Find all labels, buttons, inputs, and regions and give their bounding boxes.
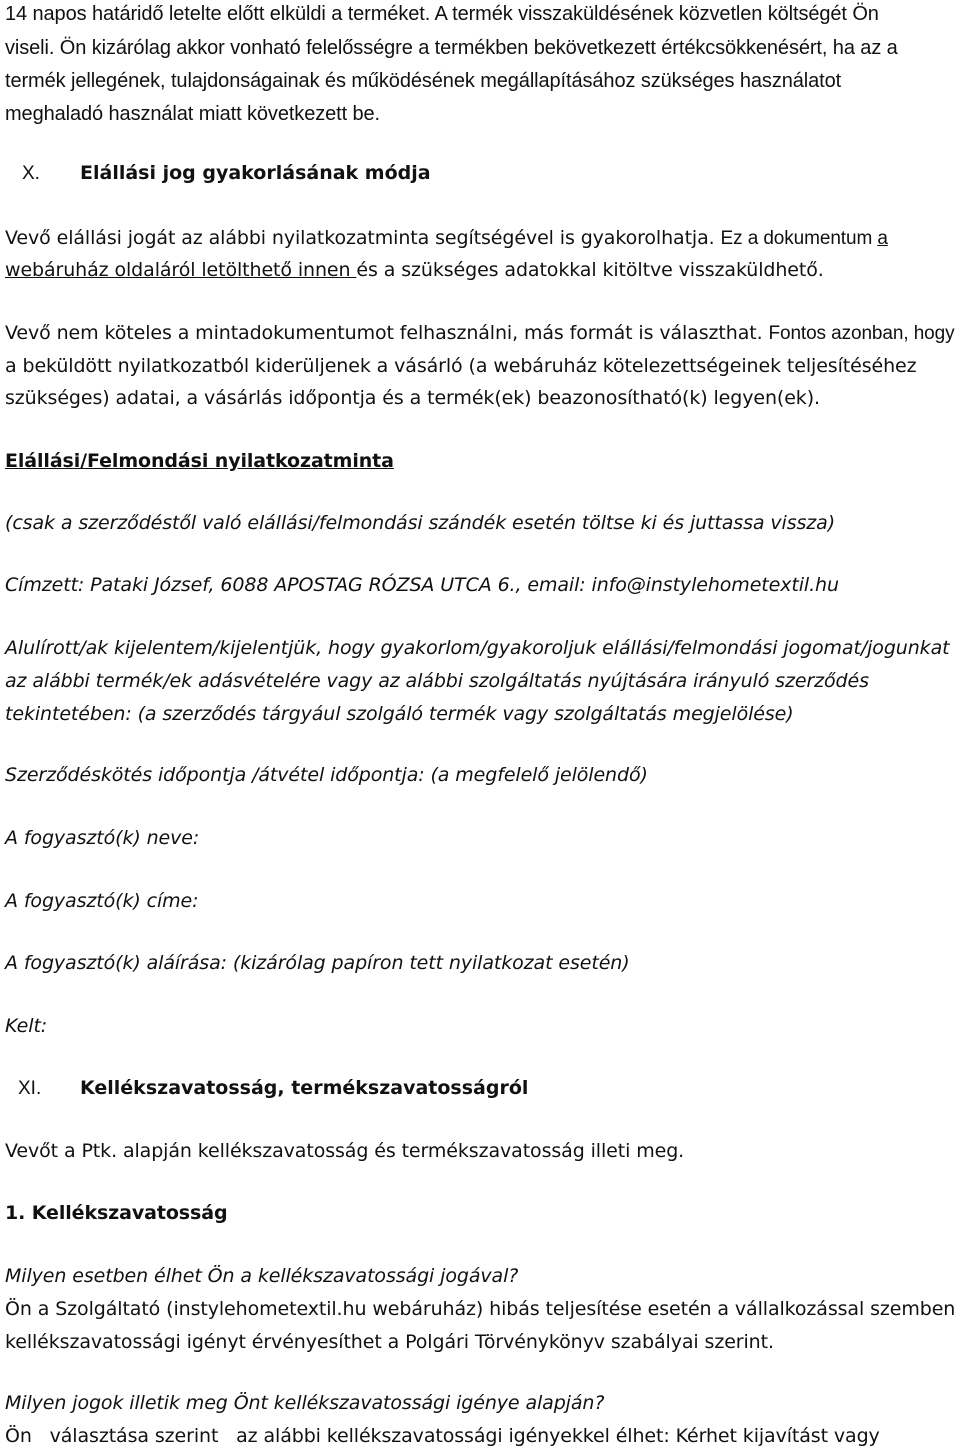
form-date: Kelt: — [5, 1015, 48, 1037]
intro-line-2: viseli. Ön kizárólag akkor vonható felelősségre a termékben bekövetkezett értékcsökkenésért, ha az a — [5, 37, 898, 59]
form-declaration-line-1: Alulírott/ak kijelentem/kijelentjük, hogy gyakorlom/gyakoroljuk elállási/felmondási jogomat/jogunkat — [5, 637, 950, 659]
intro-line-4: meghaladó használat miatt következett be. — [5, 103, 381, 125]
section-x-p2-line-1 — [5, 321, 955, 346]
answer-2-line-1: Ön választása szerint az alábbi kellékszavatossági igényekkel élhet: Kérhet kijavítást vagy — [5, 1425, 880, 1447]
form-consumer-signature: A fogyasztó(k) aláírása: (kizárólag papíron tett nyilatkozat esetén) — [5, 952, 630, 974]
answer-1-line-2: kellékszavatossági igényt érvényesíthet a Polgári Törvénykönyv szabályai szerint. — [5, 1331, 774, 1353]
section-xi-title: Kellékszavatosság, termékszavatosságról — [80, 1077, 529, 1099]
section-x-title: Elállási jog gyakorlásának módja — [80, 162, 431, 184]
form-consumer-name: A fogyasztó(k) neve: — [5, 827, 200, 849]
section-xi-p1: Vevőt a Ptk. alapján kellékszavatosság és termékszavatosság illeti meg. — [5, 1140, 685, 1162]
intro-line-3: termék jellegének, tulajdonságainak és működésének megállapításához szükséges használatot — [5, 70, 842, 92]
section-xi-number: XI. — [18, 1078, 42, 1099]
answer-1-line-1: Ön a Szolgáltató (instylehometextil.hu webáruház) hibás teljesítése esetén a vállalkozással szemben — [5, 1298, 956, 1320]
form-consumer-address: A fogyasztó(k) címe: — [5, 890, 199, 912]
p1-text-end: és a szükséges adatokkal kitöltve visszaküldhető. — [356, 259, 824, 281]
download-link[interactable]: webáruház oldaláról letölthető innen — [5, 259, 357, 281]
intro-line-1: 14 napos határidő letelte előtt elküldi a terméket. A termék visszaküldésének közvetlen költségét Ön — [5, 3, 879, 25]
form-declaration-line-3: tekintetében: (a szerződés tárgyául szolgáló termék vagy szolgáltatás megjelölése) — [5, 703, 794, 725]
question-2: Milyen jogok illetik meg Önt kellékszavatossági igénye alapján? — [5, 1392, 605, 1414]
recipient-email: , email: info@instylehometextil.hu — [515, 574, 839, 596]
p1-text-arial: Ez a dokumentum — [720, 228, 878, 249]
download-link-start[interactable]: a — [877, 228, 888, 249]
subsection-1-title: 1. Kellékszavatosság — [5, 1202, 228, 1224]
section-x-p1-line-2 — [5, 258, 824, 282]
section-x-p1-line-1 — [5, 226, 888, 251]
section-x-number: X. — [22, 163, 40, 184]
question-1: Milyen esetben élhet Ön a kellékszavatossági jogával? — [5, 1265, 519, 1287]
section-x-p2-line-2: a beküldött nyilatkozatból kiderüljenek a vásárló (a webáruház kötelezettségeinek teljesítéséhez — [5, 355, 917, 377]
form-declaration-line-2: az alábbi termék/ek adásvételére vagy az alábbi szolgáltatás nyújtására irányuló szerződés — [5, 670, 869, 692]
form-title: Elállási/Felmondási nyilatkozatminta — [5, 450, 394, 472]
section-x-p2-line-3: szükséges) adatai, a vásárlás időpontja és a termék(ek) beazonosítható(k) legyen(ek). — [5, 387, 820, 409]
recipient-text: Címzett: Pataki József, 6088 APOSTAG RÓZSA UTCA 6. — [5, 574, 516, 596]
p2-text: Vevő nem köteles a mintadokumentumot felhasználni, más formát is választhat. — [5, 322, 769, 344]
p1-text: Vevő elállási jogát az alábbi nyilatkozatminta segítségével is gyakorolhatja. — [5, 227, 721, 249]
form-contract-date: Szerződéskötés időpontja /átvétel időpontja: (a megfelelő jelölendő) — [5, 764, 648, 786]
p2-text-arial: Fontos azonban, hogy — [768, 323, 955, 344]
form-recipient — [5, 573, 839, 597]
form-note: (csak a szerződéstől való elállási/felmondási szándék esetén töltse ki és juttassa vissza) — [5, 512, 836, 534]
